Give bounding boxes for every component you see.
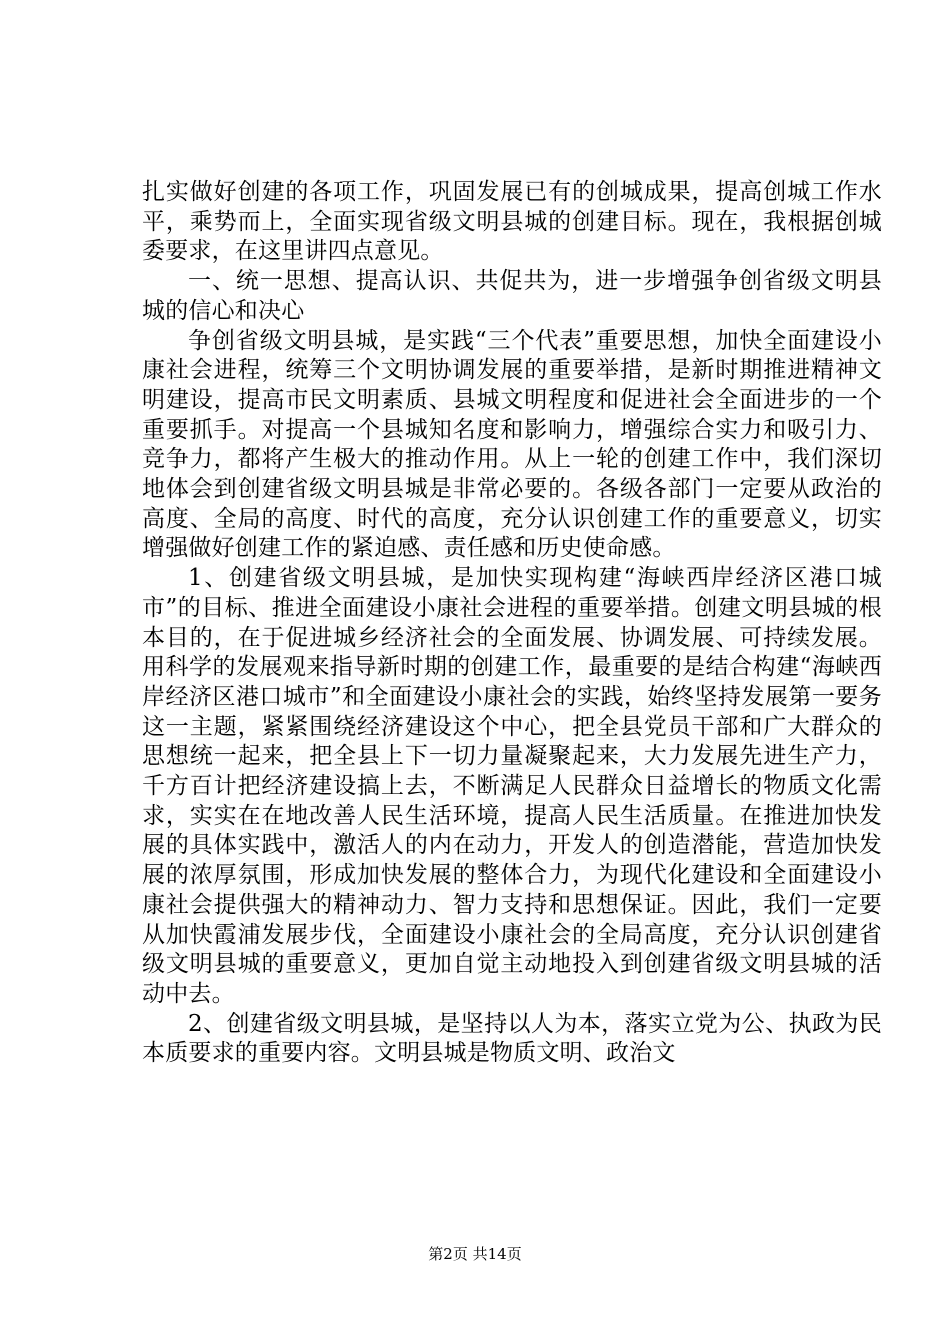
paragraph-point-two: 2、创建省级文明县城，是坚持以人为本，落实立党为公、执政为民本质要求的重要内容。文明县城是物质文明、政治文 <box>142 1010 882 1067</box>
paragraph-significance: 争创省级文明县城，是实践“三个代表”重要思想，加快全面建设小康社会进程，统筹三个文明协调发展的重要举措，是新时期推进精神文明建设，提高市民文明素质、县城文明程度和促进社会全面进步的一个重要抓手。对提高一个县城知名度和影响力，增强综合实力和吸引力、竞争力，都将产生极大的推动作用。从上一轮的创建工作中，我们深切地体会到创建省级文明县城是非常必要的。各级各部门一定要从政治的高度、全局的高度、时代的高度，充分认识创建工作的重要意义，切实增强做好创建工作的紧迫感、责任感和历史使命感。 <box>142 327 882 562</box>
section-heading-one: 一、统一思想、提高认识、共促共为，进一步增强争创省级文明县城的信心和决心 <box>142 268 882 324</box>
paragraph-continuation: 扎实做好创建的各项工作，巩固发展已有的创城成果，提高创城工作水平，乘势而上，全面实现省级文明县城的创建目标。现在，我根据创城委要求，在这里讲四点意见。 <box>142 179 882 265</box>
page-number-footer: 第2页 共14页 <box>428 1245 522 1263</box>
paragraph-point-one: 1、创建省级文明县城，是加快实现构建“海峡西岸经济区港口城市”的目标、推进全面建设小康社会进程的重要举措。创建文明县城的根本目的，在于促进城乡经济社会的全面发展、协调发展、可持续发展。用科学的发展观来指导新时期的创建工作，最重要的是结合构建“海峡西岸经济区港口城市”和全面建设小康社会的实践，始终坚持发展第一要务这一主题，紧紧围绕经济建设这个中心，把全县党员干部和广大群众的思想统一起来，把全县上下一切力量凝聚起来，大力发展先进生产力，千方百计把经济建设搞上去，不断满足人民群众日益增长的物质文化需求，实实在在地改善人民生活环境，提高人民生活质量。在推进加快发展的具体实践中，激活人的内在动力，开发人的创造潜能，营造加快发展的浓厚氛围，形成加快发展的整体合力，为现代化建设和全面建设小康社会提供强大的精神动力、智力支持和思想保证。因此，我们一定要从加快霞浦发展步伐，全面建设小康社会的全局高度，充分认识创建省级文明县城的重要意义，更加自觉主动地投入到创建省级文明县城的活动中去。 <box>142 565 882 1007</box>
document-body <box>142 178 882 1069</box>
